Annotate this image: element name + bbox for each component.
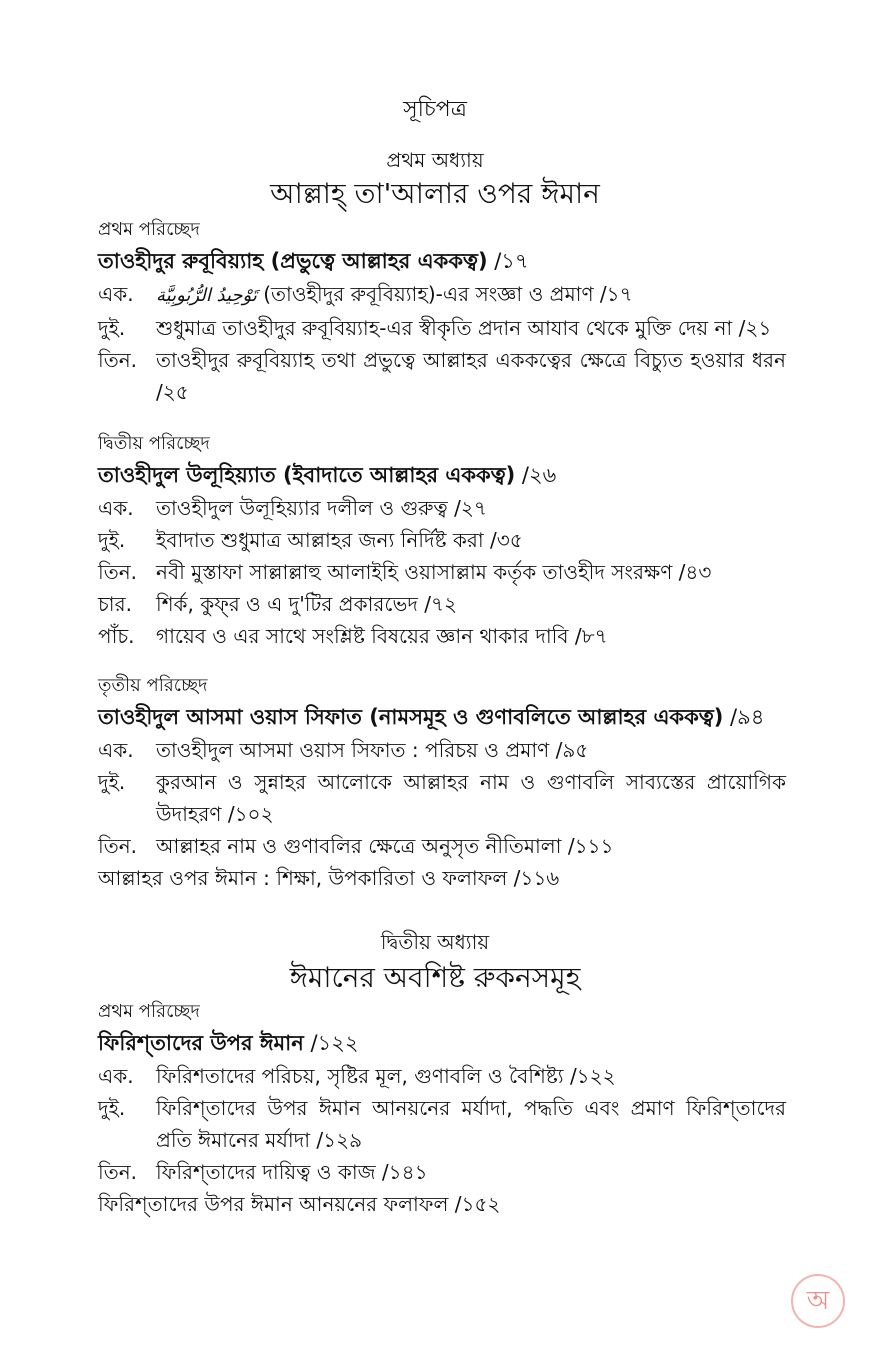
item-text: তাওহীদুল আসমা ওয়াস সিফাত : পরিচয় ও প্রমাণ /৯৫ (156, 738, 589, 762)
item-text-rest: (তাওহীদুর রুবূবিয়্যাহ)-এর সংজ্ঞা ও প্রমাণ /১৭ (256, 282, 633, 306)
toc-item (98, 766, 786, 830)
item-number: তিন. (98, 834, 138, 858)
item-number: তিন. (98, 560, 138, 584)
item-text: শুধুমাত্র তাওহীদুর রুবূবিয়্যাহ-এর স্বীকৃতি প্রদান আযাব থেকে মুক্তি দেয় না /২১ (156, 316, 772, 340)
item-text: ফিরিশতাদের পরিচয়, সৃষ্টির মূল, গুণাবলি ও বৈশিষ্ট্য /১২২ (156, 1064, 616, 1088)
item-number: দুই. (98, 1096, 126, 1120)
item-text: নবী মুস্তাফা সাল্লাল্লাহু আলাইহি ওয়াসাল্লাম কর্তৃক তাওহীদ সংরক্ষণ /৪৩ (156, 560, 712, 584)
chapter1-label: প্রথম অধ্যায় (386, 148, 484, 172)
toc-item (98, 1060, 786, 1092)
toc-item (98, 1092, 786, 1156)
section-closing-entry: ফিরিশ্‌তাদের উপর ঈমান আনয়নের ফলাফল /১৫২ (98, 1192, 501, 1216)
section-label: তৃতীয় পরিচ্ছেদ (98, 675, 208, 696)
item-number: চার. (98, 592, 132, 616)
publisher-logo-icon: অ (791, 1274, 845, 1328)
item-number: এক. (98, 1064, 134, 1088)
section-heading (98, 244, 786, 278)
item-number: পাঁচ. (98, 624, 135, 648)
section-heading-text: তাওহীদুল আসমা ওয়াস সিফাত (নামসমূহ ও গুণাবলিতে আল্লাহর এককত্ব) (98, 705, 724, 729)
chapter2-title: ঈমানের অবশিষ্ট রুকনসমূহ (289, 961, 581, 994)
chapter1-title: আল্লাহ্ তা'আলার ওপর ঈমান (270, 177, 600, 210)
toc-item (98, 312, 786, 344)
section-heading-page: /২৬ (515, 463, 557, 487)
arabic-term: تَوْحِيدُ الرُّبُوبِيَّة (156, 285, 257, 306)
chapter1-section3 (98, 672, 786, 894)
chapter2-section1 (98, 998, 786, 1220)
item-text (156, 278, 786, 312)
item-number: তিন. (98, 1160, 138, 1184)
toc-item (98, 1156, 786, 1188)
item-number: দুই. (98, 528, 126, 552)
section-heading (98, 700, 786, 734)
item-number: এক. (98, 738, 134, 762)
section-heading-page: /১৭ (487, 249, 529, 273)
toc-item (98, 524, 786, 556)
item-number: দুই. (98, 316, 126, 340)
toc-item (98, 620, 786, 652)
toc-item (98, 830, 786, 862)
item-text: আল্লাহর নাম ও গুণাবলির ক্ষেত্রে অনুসৃত নীতিমালা /১১১ (156, 834, 614, 858)
section-heading-text: তাওহীদুল উলূহিয়্যাত (ইবাদাতে আল্লাহর এককত্ব) (98, 463, 516, 487)
chapter1-section1 (98, 216, 786, 408)
item-text: ফিরিশ্‌তাদের উপর ঈমান আনয়নের মর্যাদা, পদ্ধতি এবং প্রমাণ ফিরিশ্‌তাদের প্রতি ঈমানের মর্যাদা /১২৯ (156, 1096, 786, 1152)
item-text: ফিরিশ্‌তাদের দায়িত্ব ও কাজ /১৪১ (156, 1160, 428, 1184)
section-heading-text: তাওহীদুর রুবূবিয়্যাহ (প্রভুত্বে আল্লাহর এককত্ব) (98, 249, 488, 273)
item-text: তাওহীদুর রুবূবিয়্যাহ তথা প্রভুত্বে আল্লাহর এককত্বের ক্ষেত্রে বিচ্যুত হওয়ার ধরন /২৫ (156, 348, 786, 404)
chapter2-label: দ্বিতীয় অধ্যায় (380, 930, 490, 954)
toc-title: সূচিপত্র (403, 97, 467, 122)
toc-item (98, 588, 786, 620)
item-number: এক. (98, 282, 134, 306)
section-label: দ্বিতীয় পরিচ্ছেদ (98, 433, 210, 454)
item-number: তিন. (98, 348, 138, 372)
toc-item (98, 344, 786, 408)
item-text: তাওহীদুল উলূহিয়্যার দলীল ও গুরুত্ব /২৭ (156, 496, 487, 520)
item-text: কুরআন ও সুন্নাহর আলোকে আল্লাহর নাম ও গুণাবলি সাব্যস্তের প্রায়োগিক উদাহরণ /১০২ (156, 770, 786, 826)
section-label: প্রথম পরিচ্ছেদ (98, 1001, 200, 1022)
section-heading-page: /১২২ (303, 1031, 359, 1055)
item-number: এক. (98, 496, 134, 520)
section-label: প্রথম পরিচ্ছেদ (98, 219, 200, 240)
item-number: দুই. (98, 770, 126, 794)
item-text: শির্ক, কুফ্‌র ও এ দু'টির প্রকারভেদ /৭২ (156, 592, 457, 616)
section-heading-page: /৯৪ (723, 705, 765, 729)
toc-item (98, 556, 786, 588)
toc-item (98, 492, 786, 524)
section-heading (98, 1026, 786, 1060)
item-text: গায়েব ও এর সাথে সংশ্লিষ্ট বিষয়ের জ্ঞান থাকার দাবি /৮৭ (156, 624, 608, 648)
item-text: ইবাদাত শুধুমাত্র আল্লাহর জন্য নির্দিষ্ট করা /৩৫ (156, 528, 523, 552)
section-closing-entry: আল্লাহর ওপর ঈমান : শিক্ষা, উপকারিতা ও ফলাফল /১১৬ (98, 866, 560, 890)
toc-item (98, 734, 786, 766)
section-heading (98, 458, 786, 492)
toc-item (98, 278, 786, 312)
chapter1-section2 (98, 430, 786, 652)
section-heading-text: ফিরিশ্‌তাদের উপর ঈমান (98, 1031, 304, 1055)
